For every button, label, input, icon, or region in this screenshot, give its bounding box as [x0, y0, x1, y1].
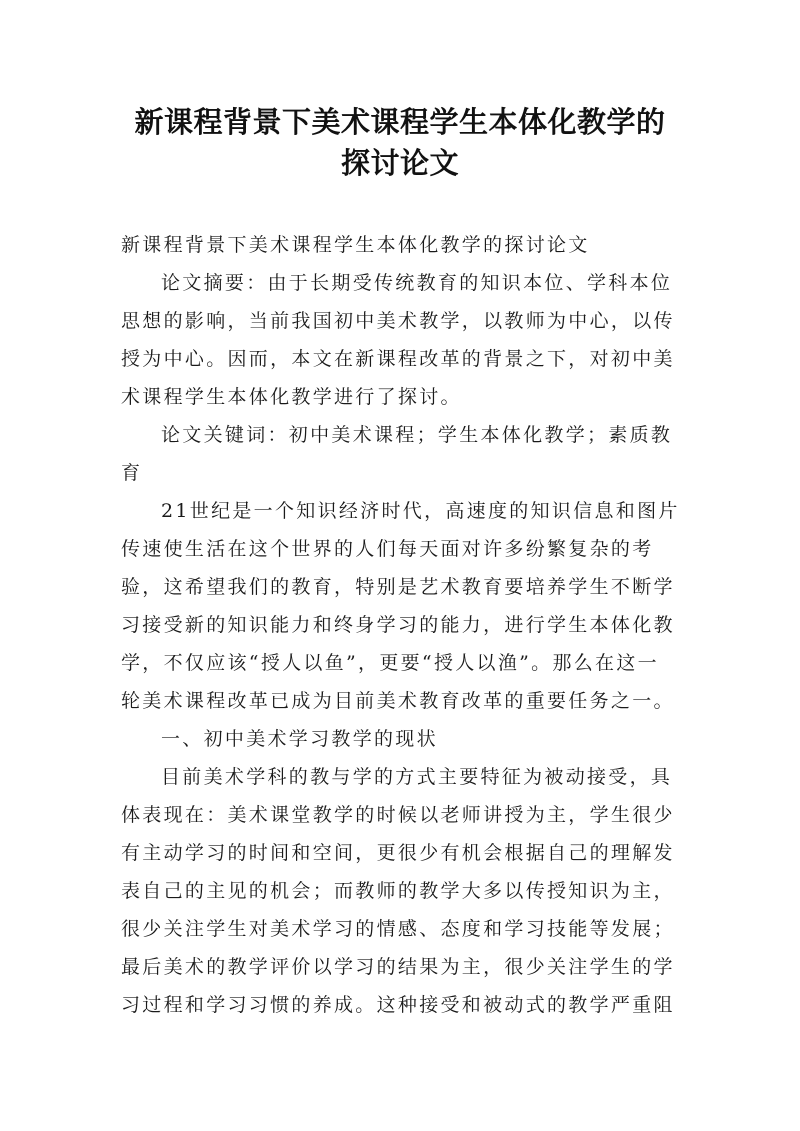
document-title-line-2: 探讨论文	[340, 146, 459, 180]
abstract-line: 思想的影响，当前我国初中美术教学，以教师为中心，以传	[121, 310, 675, 332]
abstract-line: 术课程学生本体化教学进行了探讨。	[121, 386, 462, 408]
section-heading: 一、初中美术学习教学的现状	[161, 728, 438, 750]
paragraph-line: 学，不仅应该“授人以鱼”，更要“授人以渔”。那么在这一	[121, 652, 659, 674]
paragraph-line: 轮美术课程改革已成为目前美术教育改革的重要任务之一。	[121, 690, 675, 712]
paragraph-line: 最后美术的教学评价以学习的结果为主，很少关注学生的学	[121, 956, 675, 978]
abstract-line: 论文摘要：由于长期受传统教育的知识本位、学科本位	[161, 272, 673, 294]
subtitle-line: 新课程背景下美术课程学生本体化教学的探讨论文	[121, 234, 590, 256]
paragraph-line: 很少关注学生对美术学习的情感、态度和学习技能等发展；	[121, 918, 675, 940]
paragraph-line: 习过程和学习习惯的养成。这种接受和被动式的教学严重阻	[121, 994, 675, 1016]
keywords-line: 论文关键词：初中美术课程；学生本体化教学；素质教	[161, 424, 673, 446]
paragraph-line: 验，这希望我们的教育，特别是艺术教育要培养学生不断学	[121, 576, 675, 598]
paragraph-line: 表自己的主见的机会；而教师的教学大多以传授知识为主，	[121, 880, 675, 902]
abstract-line: 授为中心。因而，本文在新课程改革的背景之下，对初中美	[121, 348, 675, 370]
paragraph-line: 传速使生活在这个世界的人们每天面对许多纷繁复杂的考	[121, 538, 654, 560]
paragraph-line: 21世纪是一个知识经济时代，高速度的知识信息和图片	[161, 500, 680, 522]
paragraph-line: 有主动学习的时间和空间，更很少有机会根据自己的理解发	[121, 842, 675, 864]
paragraph-line: 目前美术学科的教与学的方式主要特征为被动接受，具	[161, 766, 673, 788]
keywords-line: 育	[121, 462, 143, 484]
paragraph-line: 习接受新的知识能力和终身学习的能力，进行学生本体化教	[121, 614, 675, 636]
paragraph-line: 体表现在：美术课堂教学的时候以老师讲授为主，学生很少	[121, 804, 675, 826]
document-title-line-1: 新课程背景下美术课程学生本体化教学的	[134, 105, 666, 139]
